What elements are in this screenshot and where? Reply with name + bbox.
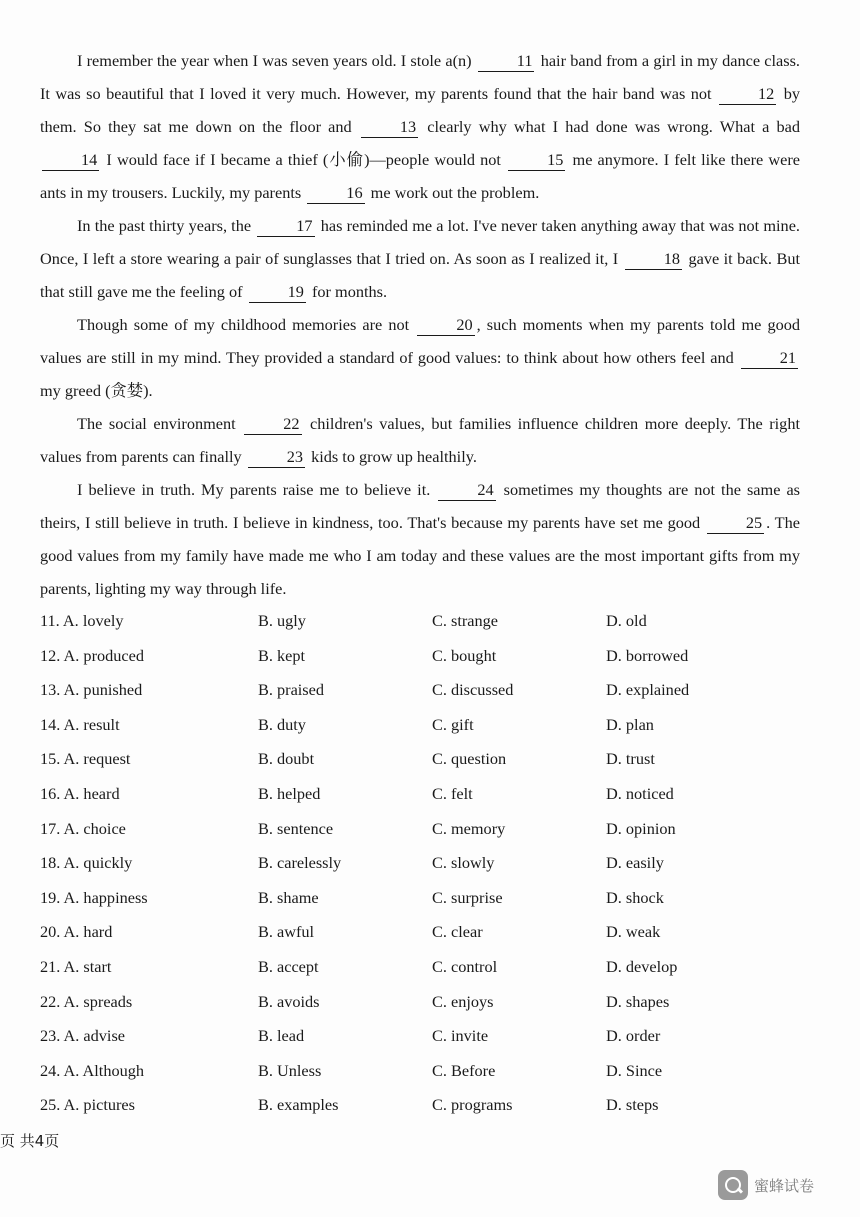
passage-text: for months.: [311, 282, 388, 301]
question-11-options: [40, 604, 800, 639]
question-24-options: [40, 1054, 800, 1089]
passage-text: I believe in truth. My parents raise me to believe it.: [77, 480, 431, 499]
option-a: [40, 915, 112, 950]
question-16-options: [40, 777, 800, 812]
passage-text: gave it back. But that still gave me the feeling of: [40, 249, 800, 301]
option-c: C. enjoys: [432, 991, 494, 1011]
blank-19: 19: [249, 282, 306, 303]
option-a: [40, 777, 120, 812]
option-a: [40, 881, 148, 916]
question-number: 18.: [40, 853, 61, 873]
option-a-text: A. produced: [63, 645, 145, 665]
option-a-text: A. advise: [63, 1026, 126, 1046]
option-d: D. borrowed: [606, 645, 689, 665]
option-c: C. felt: [432, 783, 473, 803]
option-c: C. strange: [432, 611, 499, 630]
option-a: [40, 639, 144, 674]
option-b: B. ugly: [258, 611, 306, 630]
question-number: 11.: [40, 611, 60, 630]
option-a-text: A. pictures: [63, 1095, 135, 1115]
option-a-text: A. start: [63, 956, 112, 976]
passage-paragraph: [40, 473, 800, 605]
question-number: 24.: [40, 1060, 61, 1080]
blank-11: 11: [478, 51, 535, 72]
option-b: B. kept: [258, 645, 306, 665]
question-number: 22.: [40, 991, 61, 1011]
option-a: [40, 950, 111, 985]
question-number: 13.: [40, 680, 61, 700]
option-d: D. trust: [606, 749, 655, 769]
option-c: C. surprise: [432, 887, 503, 907]
question-number: 17.: [40, 818, 61, 838]
option-a-text: A. quickly: [63, 853, 133, 873]
option-b: B. examples: [258, 1095, 339, 1115]
question-23-options: [40, 1019, 800, 1054]
option-c: C. Before: [432, 1060, 496, 1080]
option-a: [40, 812, 126, 847]
question-25-options: [40, 1088, 800, 1123]
option-d: D. opinion: [606, 818, 676, 838]
option-c: C. question: [432, 749, 507, 769]
page-footer: 页 共4页: [0, 1132, 60, 1150]
question-20-options: [40, 915, 800, 950]
question-14-options: [40, 708, 800, 743]
option-c: C. clear: [432, 922, 483, 942]
option-c: C. invite: [432, 1026, 489, 1046]
option-d: D. steps: [606, 1095, 659, 1115]
option-d: D. shapes: [606, 991, 670, 1011]
question-number: 19.: [40, 887, 61, 907]
option-b: B. Unless: [258, 1060, 322, 1080]
watermark-text: 蜜蜂试卷: [754, 1176, 815, 1195]
passage-text: kids to grow up healthily.: [311, 447, 477, 466]
blank-13: 13: [361, 117, 418, 138]
blank-23: 23: [248, 447, 305, 468]
answer-options: [40, 604, 800, 1123]
option-b: B. shame: [258, 887, 319, 907]
option-b: B. helped: [258, 783, 321, 803]
question-number: 12.: [40, 645, 61, 665]
option-a-text: A. result: [63, 714, 120, 734]
blank-21: 21: [741, 348, 798, 369]
option-a-text: A. happiness: [63, 887, 148, 907]
option-a-text: A. Although: [63, 1060, 145, 1080]
passage-paragraph: [40, 209, 800, 308]
question-22-options: [40, 985, 800, 1020]
passage-paragraph: [40, 407, 800, 473]
option-a: [40, 708, 120, 743]
question-number: 21.: [40, 956, 61, 976]
option-d: D. shock: [606, 887, 664, 907]
option-d: D. old: [606, 611, 647, 630]
option-c: C. gift: [432, 714, 474, 734]
option-d: D. noticed: [606, 783, 674, 803]
option-a: [40, 1054, 144, 1089]
passage-text: Though some of my childhood memories are not: [77, 315, 410, 334]
question-15-options: [40, 742, 800, 777]
passage-text: . The good values from my family have made me who I am today and these values are the most important gifts from my parents, lighting my way through life.: [40, 513, 800, 598]
option-d: D. Since: [606, 1060, 663, 1080]
option-b: B. doubt: [258, 749, 315, 769]
option-a-text: A. spreads: [63, 991, 133, 1011]
blank-25: 25: [707, 513, 764, 534]
question-number: 14.: [40, 714, 61, 734]
option-b: B. praised: [258, 680, 325, 700]
blank-16: 16: [307, 183, 364, 204]
question-13-options: [40, 673, 800, 708]
passage-text: me work out the problem.: [370, 183, 540, 202]
option-b: B. accept: [258, 956, 319, 976]
option-a: [40, 1088, 135, 1123]
question-number: 20.: [40, 922, 61, 942]
option-b: B. avoids: [258, 991, 320, 1011]
option-a-text: A. punished: [63, 680, 143, 700]
question-number: 23.: [40, 1026, 61, 1046]
passage-text: my greed (贪婪).: [40, 381, 153, 400]
passage-text: The social environment: [77, 414, 236, 433]
option-a-text: A. choice: [63, 818, 126, 838]
option-a: [40, 673, 142, 708]
option-b: B. carelessly: [258, 853, 342, 873]
option-c: C. discussed: [432, 680, 514, 700]
blank-22: 22: [244, 414, 301, 435]
passage-text: by them. So they sat me down on the floor and: [40, 84, 800, 136]
option-c: C. slowly: [432, 853, 495, 873]
question-21-options: [40, 950, 800, 985]
option-c: C. programs: [432, 1095, 513, 1115]
option-b: B. sentence: [258, 818, 334, 838]
passage-text: clearly why what I had done was wrong. What a bad: [427, 117, 800, 136]
option-d: D. develop: [606, 956, 678, 976]
option-d: D. plan: [606, 714, 654, 734]
option-d: D. weak: [606, 922, 661, 942]
passage-paragraph: [40, 308, 800, 407]
option-a: [40, 985, 132, 1020]
question-number: 25.: [40, 1095, 61, 1115]
passage-text: sometimes my thoughts are not the same as theirs, I still believe in truth. I believe in kindness, too. That's because my parents have set me good: [40, 480, 801, 532]
cloze-passage: [40, 44, 800, 605]
option-b: B. lead: [258, 1026, 305, 1046]
passage-text: In the past thirty years, the: [77, 216, 252, 235]
blank-18: 18: [625, 249, 682, 270]
passage-text: I would face if I became a thief (小偷)—people would not: [106, 150, 501, 169]
passage-paragraph: [40, 44, 800, 209]
option-a-text: A. request: [63, 749, 131, 769]
question-12-options: [40, 639, 800, 674]
question-number: 16.: [40, 783, 61, 803]
option-d: D. explained: [606, 680, 690, 700]
option-b: B. awful: [258, 922, 315, 942]
option-a-text: A. lovely: [62, 611, 124, 630]
passage-text: has reminded me a lot. I've never taken anything away that was not mine. Once, I left a store wearing a pair of sunglasses that I tried on. As soon as I realized it, I: [40, 216, 800, 268]
blank-14: 14: [42, 150, 99, 171]
search-logo-icon: [718, 1170, 748, 1200]
question-19-options: [40, 881, 800, 916]
question-18-options: [40, 846, 800, 881]
option-a: [40, 742, 130, 777]
question-17-options: [40, 812, 800, 847]
watermark: [718, 1170, 814, 1200]
option-a: [40, 846, 132, 881]
blank-20: 20: [417, 315, 474, 336]
blank-12: 12: [719, 84, 776, 105]
passage-text: children's values, but families influence children more deeply. The right values from parents can finally: [40, 414, 800, 466]
option-d: D. order: [606, 1026, 661, 1046]
passage-text: , such moments when my parents told me good values are still in my mind. They provided a standard of good values: to think about how others feel and: [40, 315, 801, 367]
blank-24: 24: [438, 480, 495, 501]
option-a: [40, 604, 124, 639]
question-number: 15.: [40, 749, 61, 769]
option-d: D. easily: [606, 853, 664, 873]
blank-15: 15: [508, 150, 565, 171]
option-a-text: A. heard: [63, 783, 120, 803]
option-b: B. duty: [258, 714, 306, 734]
option-c: C. control: [432, 956, 498, 976]
blank-17: 17: [257, 216, 314, 237]
option-a: [40, 1019, 125, 1054]
passage-text: hair band from a girl in my dance class. It was so beautiful that I loved it very much. However, my parents found that the hair band was not: [40, 51, 800, 103]
option-a-text: A. hard: [63, 922, 113, 942]
passage-text: I remember the year when I was seven years old. I stole a(n): [77, 51, 472, 70]
passage-text: me anymore. I felt like there were ants in my trousers. Luckily, my parents: [40, 150, 800, 202]
option-c: C. memory: [432, 818, 506, 838]
option-c: C. bought: [432, 645, 497, 665]
